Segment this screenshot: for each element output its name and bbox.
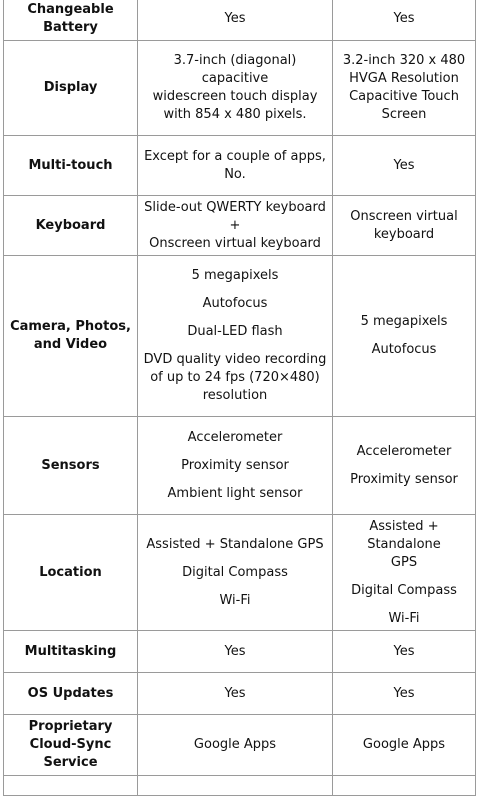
cell-text: Digital Compass	[182, 564, 288, 580]
comparison-table-body	[4, 0, 476, 796]
feature-cell	[4, 673, 138, 715]
table-row-os-updates	[4, 673, 476, 715]
cell-paragraph	[142, 564, 328, 582]
cell-paragraph	[142, 485, 328, 503]
cell-text: Capacitive Touch	[349, 89, 459, 104]
cell-paragraph	[337, 313, 471, 331]
cell-text: Autofocus	[202, 296, 268, 311]
cell-text: DVD quality video recording	[143, 352, 327, 367]
cell-text: HVGA Resolution	[349, 71, 459, 86]
cell-text: keyboard	[373, 226, 435, 242]
feature-label: Camera, Photos,	[10, 319, 131, 334]
cell-paragraph	[337, 443, 471, 461]
cell-text: Onscreen virtual keyboard	[149, 235, 321, 251]
cell-paragraph	[337, 582, 471, 600]
value-cell-col2	[333, 417, 476, 515]
cell-text: Onscreen virtual	[350, 208, 458, 224]
table-row-keyboard	[4, 196, 476, 256]
feature-label: Keyboard	[35, 217, 106, 233]
value-cell-col2	[333, 515, 476, 631]
table-row-changeable-battery	[4, 0, 476, 41]
cell-text: Wi-Fi	[388, 610, 420, 626]
cell-text: Ambient light sensor	[167, 485, 303, 501]
table-row-multi-touch	[4, 136, 476, 196]
value-cell-col2	[333, 715, 476, 776]
cell-text: Proximity sensor	[181, 457, 289, 473]
cell-paragraph	[142, 457, 328, 475]
feature-label: and Video	[33, 337, 108, 352]
cell-text: Slide-out QWERTY keyboard +	[144, 199, 326, 233]
comparison-table	[3, 0, 476, 796]
feature-cell	[4, 631, 138, 673]
cell-text: Autofocus	[371, 342, 437, 357]
cell-paragraph	[142, 351, 328, 405]
value-cell-col1	[138, 417, 333, 515]
feature-label: Location	[39, 564, 102, 580]
value-cell-col2	[333, 631, 476, 673]
feature-label: Cloud-Sync Service	[29, 737, 112, 770]
value-cell-col2	[333, 196, 476, 256]
cell-text: Screen	[381, 107, 427, 122]
cell-text: Accelerometer	[356, 443, 452, 459]
cell-text: Google Apps	[193, 737, 277, 752]
feature-cell	[4, 776, 138, 796]
cell-text: Yes	[224, 685, 246, 701]
feature-cell	[4, 256, 138, 417]
cell-text: Wi-Fi	[219, 592, 251, 608]
feature-label: Display	[43, 80, 98, 95]
feature-label: Multi-touch	[28, 157, 113, 173]
cell-text: widescreen touch display	[152, 89, 318, 104]
feature-label: Changeable Battery	[27, 2, 114, 35]
feature-cell	[4, 515, 138, 631]
cell-text: Yes	[393, 685, 415, 701]
value-cell-col2	[333, 0, 476, 41]
feature-cell	[4, 41, 138, 136]
value-cell-col1	[138, 136, 333, 196]
feature-label: Sensors	[41, 457, 100, 473]
value-cell-col2	[333, 256, 476, 417]
cell-text: with 854 x 480 pixels.	[163, 107, 307, 122]
cell-text: Google Apps	[362, 737, 446, 752]
table-row-location	[4, 515, 476, 631]
feature-cell	[4, 136, 138, 196]
cell-text: No.	[224, 166, 246, 182]
cell-text: Yes	[393, 11, 415, 26]
feature-cell	[4, 715, 138, 776]
cell-text: Assisted + Standalone GPS	[146, 536, 324, 552]
value-cell-col2	[333, 41, 476, 136]
cell-text: Accelerometer	[187, 429, 283, 445]
value-cell-col1	[138, 41, 333, 136]
cell-paragraph	[337, 341, 471, 359]
cell-paragraph	[142, 295, 328, 313]
table-row-sensors	[4, 417, 476, 515]
cell-text: Assisted + Standalone	[367, 518, 441, 552]
cell-text: Yes	[224, 643, 246, 659]
cell-text: 3.7-inch (diagonal) capacitive	[173, 53, 297, 86]
value-cell-col2	[333, 673, 476, 715]
cell-text: resolution	[202, 388, 268, 403]
feature-cell	[4, 196, 138, 256]
cell-text: Yes	[393, 157, 415, 173]
feature-label: OS Updates	[27, 685, 114, 701]
cell-text: of up to 24 fps (720×480)	[150, 370, 320, 385]
cell-paragraph	[142, 592, 328, 610]
table-row-display	[4, 41, 476, 136]
value-cell-col1	[138, 515, 333, 631]
cell-text: Dual-LED flash	[187, 324, 283, 339]
table-row-multitasking	[4, 631, 476, 673]
feature-cell	[4, 0, 138, 41]
cell-text: GPS	[390, 554, 418, 570]
cell-paragraph	[142, 536, 328, 554]
value-cell-col1	[138, 776, 333, 796]
cell-text: Yes	[224, 11, 246, 26]
cell-text: Yes	[393, 643, 415, 659]
cell-paragraph	[142, 267, 328, 285]
value-cell-col1	[138, 0, 333, 41]
cell-text: 3.2-inch 320 x 480	[342, 53, 466, 68]
table-row-camera	[4, 256, 476, 417]
feature-label: Proprietary	[28, 719, 113, 734]
cell-text: 5 megapixels	[360, 314, 448, 329]
table-row-partial	[4, 776, 476, 796]
feature-cell	[4, 417, 138, 515]
cell-text: Except for a couple of apps,	[144, 148, 326, 164]
cell-paragraph	[142, 323, 328, 341]
cell-text: 5 megapixels	[191, 268, 279, 283]
table-row-cloud-sync	[4, 715, 476, 776]
value-cell-col1	[138, 715, 333, 776]
feature-label: Multitasking	[24, 643, 117, 659]
value-cell-col1	[138, 256, 333, 417]
value-cell-col2	[333, 776, 476, 796]
cell-paragraph	[142, 429, 328, 447]
cell-text: Proximity sensor	[350, 471, 458, 487]
value-cell-col1	[138, 631, 333, 673]
value-cell-col1	[138, 196, 333, 256]
cell-paragraph	[337, 518, 471, 572]
cell-text: Digital Compass	[351, 582, 457, 598]
value-cell-col2	[333, 136, 476, 196]
cell-paragraph	[337, 471, 471, 489]
value-cell-col1	[138, 673, 333, 715]
cell-paragraph	[337, 610, 471, 628]
